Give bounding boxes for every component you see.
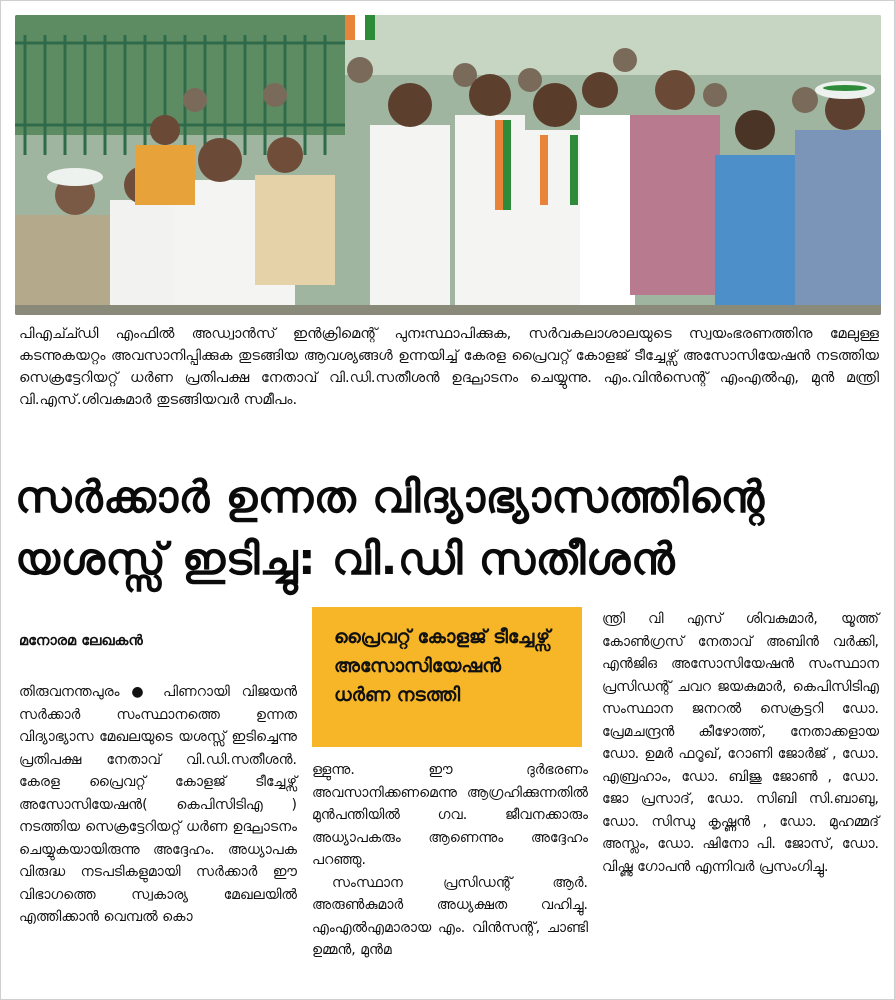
news-photo bbox=[15, 15, 881, 315]
headline-line-1: സർക്കാർ ഉന്നത വിദ്യാഭ്യാസത്തിന്റെ bbox=[15, 472, 765, 523]
column-2-paragraph-2: സംസ്ഥാന പ്രസിഡന്റ് ആർ. അരുൺകുമാർ അധ്യക്ഷത വഹിച്ചു. എംഎൽഎമാരായ എം. വിൻസന്റ്, ചാണ്ടി ഉമ്മൻ, മുൻമ bbox=[312, 874, 588, 958]
pull-quote-box: പ്രൈവറ്റ് കോളജ് ടീച്ചേഴ്സ് അസോസിയേഷൻ ധർണ നടത്തി bbox=[312, 607, 582, 747]
article-column-3: ന്ത്രി വി എസ് ശിവകുമാർ, യൂത്ത് കോൺഗ്രസ് നേതാവ് അബിൻ വർക്കി, എൻജിഒ അസോസിയേഷൻ സംസ്ഥാന പ്രസിഡന്റ് ചവറ ജയകുമാർ, കെപിസിടിഎ സംസ്ഥാന ജനറൽ സെക്രട്ടറി ഡോ. പ്രേമചന്ദ്രൻ കീഴോത്ത്, നേതാക്കളായ ഡോ. ഉമർ ഫറൂഖ്, റോണി ജോർജ് , ഡോ. എബ്രഹാം, ഡോ. ബിജു ജോൺ , ഡോ. ജോ പ്രസാദ്, ഡോ. സിബി സി.ബാബു, ഡോ. സിന്ധു കൃഷ്ണൻ , ഡോ. മുഹമ്മദ് അസ്ലം, ഡോ. ഷിനോ പി. ജോസ്, ഡോ. വിഷ്ണു ഗോപൻ എന്നിവർ പ്രസംഗിച്ചു. bbox=[602, 611, 879, 875]
dharna-photo-illustration bbox=[15, 15, 881, 315]
headline bbox=[15, 467, 881, 591]
article-column-2 bbox=[312, 759, 588, 962]
column-2-paragraph-1: ള്ളുന്നു. ഈ ദുർഭരണം അവസാനിക്കണമെന്നു ആഗ്രഹിക്കുന്നതിൽ മുൻപന്തിയിൽ ഗവ. ജീവനക്കാരും അധ്യാപകരും ആണെന്നും അദ്ദേഹം പറഞ്ഞു. bbox=[312, 762, 588, 868]
article-column-1: തിരുവനന്തപുരം ● പിണറായി വിജയൻ സർക്കാർ സംസ്ഥാനത്തെ ഉന്നത വിദ്യാഭ്യാസ മേഖലയുടെ യശസ്സ് ഇടിച്ചെന്നു പ്രതിപക്ഷ നേതാവ് വി.ഡി.സതീശൻ. കേരള പ്രൈവറ്റ് കോളജ് ടീച്ചേഴ്സ് അസോസിയേഷൻ( കെപിസിടിഎ ) നടത്തിയ സെക്രട്ടേറിയറ്റ് ധർണ ഉദ്ഘാടനം ചെയ്യുകയായിരുന്നു അദ്ദേഹം. അധ്യാപക വിരുദ്ധ നടപടികളുമായി സർക്കാർ ഈ വിഭാഗത്തെ സ്വകാര്യ മേഖലയിൽ എത്തിക്കാൻ വെമ്പൽ കൊ bbox=[19, 684, 297, 925]
photo-caption: പിഎച്ച്ഡി എംഫിൽ അഡ്വാൻസ് ഇൻക്രിമെന്റ് പുനഃസ്ഥാപിക്കുക, സർവകലാശാലയുടെ സ്വയംഭരണത്തിനു മേലുള്ള കടന്നുകയറ്റം അവസാനിപ്പിക്കുക തുടങ്ങിയ ആവശ്യങ്ങൾ ഉന്നയിച്ച് കേരള പ്രൈവറ്റ് കോളജ് ടീച്ചേഴ്സ് അസോസിയേഷൻ നടത്തിയ സെക്രട്ടേറിയറ്റ് ധർണ പ്രതിപക്ഷ നേതാവ് വി.ഡി.സതീശൻ ഉദ്ഘാടനം ചെയ്യുന്നു. എം.വിൻസെന്റ് എംഎൽഎ, മുൻ മന്ത്രി വി.എസ്.ശിവകുമാർ തുടങ്ങിയവർ സമീപം. bbox=[19, 326, 879, 408]
byline: മനോരമ ലേഖകൻ bbox=[19, 633, 143, 649]
headline-line-2: യശസ്സ് ഇടിച്ചു: വി.ഡി സതീശൻ bbox=[15, 534, 676, 585]
